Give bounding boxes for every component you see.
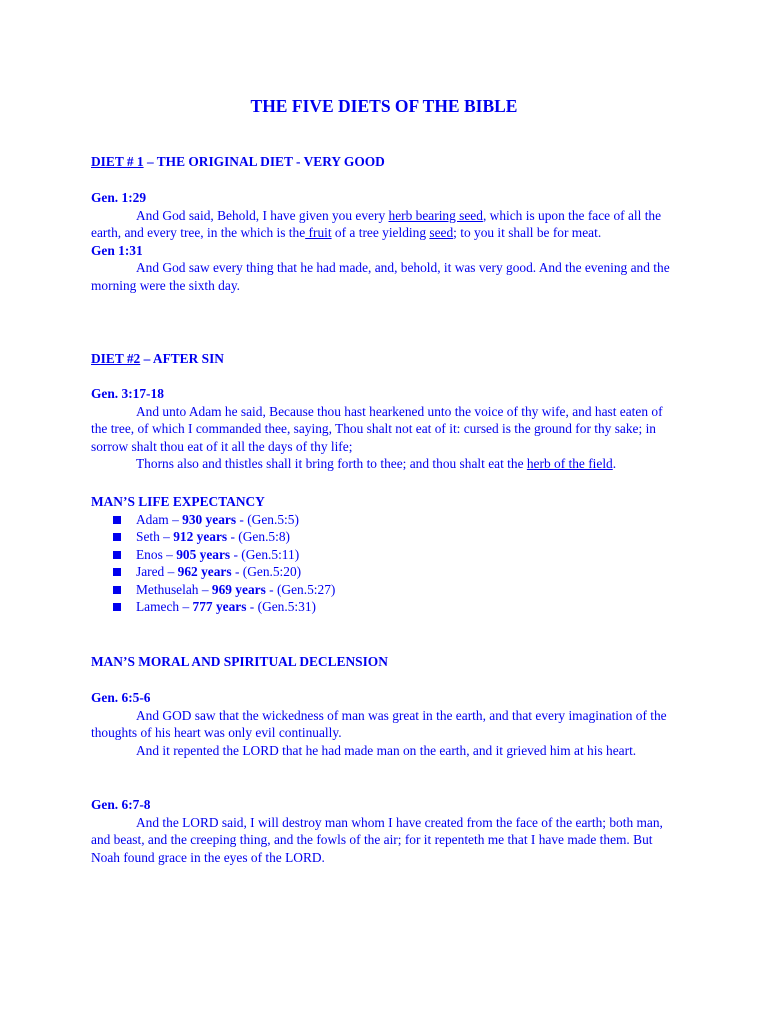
underlined-phrase: seed <box>429 225 454 241</box>
diet1-heading-text: – THE ORIGINAL DIET - VERY GOOD <box>143 154 385 169</box>
list-item: Lamech – 777 years - (Gen.5:31) <box>91 598 671 616</box>
diet1-heading <box>91 153 671 171</box>
underlined-phrase: herb bearing seed <box>388 207 483 223</box>
diet2-section <box>91 385 671 473</box>
square-bullet-icon <box>113 516 121 524</box>
list-item: Adam – 930 years - (Gen.5:5) <box>91 511 671 529</box>
diet1-link[interactable]: DIET # 1 <box>91 154 144 169</box>
diet2-heading-text: – AFTER SIN <box>140 351 224 366</box>
verse-text: And God saw every thing that he had made, and, behold, it was very good. And the evening and the morning were the sixth day. <box>91 260 670 293</box>
page-title: THE FIVE DIETS OF THE BIBLE <box>250 96 518 116</box>
verse-ref: Gen. 1:29 <box>91 190 147 205</box>
diet2-heading <box>91 350 671 368</box>
moral-declension-heading: MAN’S MORAL AND SPIRITUAL DECLENSION <box>91 654 388 669</box>
verse-text: And GOD saw that the wickedness of man was great in the earth, and that every imagination of the thoughts of his heart was only evil continually. <box>91 707 667 741</box>
verse-text: And it repented the LORD that he had made man on the earth, and it grieved him at his heart. <box>136 742 637 758</box>
list-item: Enos – 905 years - (Gen.5:11) <box>91 546 671 564</box>
square-bullet-icon <box>113 551 121 559</box>
list-item: Seth – 912 years - (Gen.5:8) <box>91 528 671 546</box>
verse-text: And unto Adam he said, Because thou hast hearkened unto the voice of thy wife, and hast eaten of the tree, of which I commanded thee, saying, Thou shalt not eat of it: cursed is the ground for thy sake; in sorrow shalt thou eat of it all the days of thy life; <box>91 403 663 454</box>
list-item: Jared – 962 years - (Gen.5:20) <box>91 563 671 581</box>
verse-ref: Gen. 3:17-18 <box>91 386 164 401</box>
square-bullet-icon <box>113 533 121 541</box>
diet1-section <box>91 189 671 295</box>
list-item: Methuselah – 969 years - (Gen.5:27) <box>91 581 671 599</box>
life-expectancy-section <box>91 493 671 616</box>
moral-section-1 <box>91 689 671 759</box>
diet2-link[interactable]: DIET #2 <box>91 351 141 366</box>
square-bullet-icon <box>113 568 121 576</box>
verse-text: And the LORD said, I will destroy man whom I have created from the face of the earth; both man, and beast, and the creeping thing, and the fowls of the air; for it repenteth me that I have made them. But Noah found grace in the eyes of the LORD. <box>91 814 663 865</box>
square-bullet-icon <box>113 603 121 611</box>
moral-section-2 <box>91 796 671 866</box>
verse-text: And God said, Behold, I have given you every herb bearing seed, which is upon the face of all the earth, and every tree, in the which is the fruit of a tree yielding seed; to you it shall be for meat. <box>91 207 662 241</box>
underlined-phrase: fruit <box>305 225 332 241</box>
square-bullet-icon <box>113 586 121 594</box>
verse-ref: Gen 1:31 <box>91 242 143 258</box>
section-heading: MAN’S LIFE EXPECTANCY <box>91 494 265 509</box>
underlined-phrase: herb of the field <box>526 456 613 472</box>
life-expectancy-list <box>91 511 671 616</box>
verse-ref: Gen. 6:5-6 <box>91 690 151 705</box>
verse-text: Thorns also and thistles shall it bring forth to thee; and thou shalt eat the herb of the field. <box>136 456 617 472</box>
verse-ref: Gen. 6:7-8 <box>91 797 151 812</box>
